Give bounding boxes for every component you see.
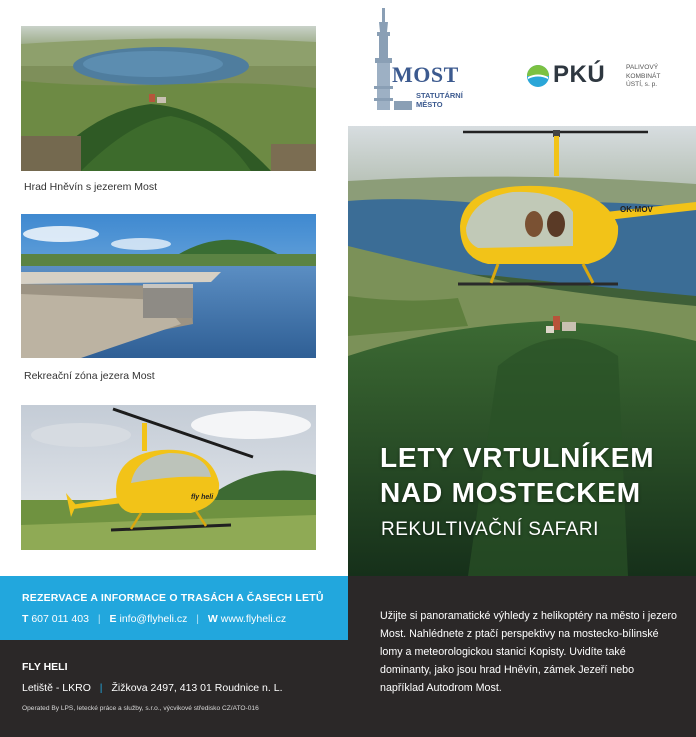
caption-lake-castle: Hrad Hněvín s jezerem Most: [24, 181, 158, 193]
contact-line: [22, 613, 348, 625]
hero-title: [380, 440, 654, 510]
airport: Letiště - LKRO: [22, 682, 91, 694]
hero-title-line2: NAD MOSTECKEM: [380, 477, 641, 508]
operator-note: Operated By LPS, letecké práce a služby, s.r.o., výcvikové středisko CZ/ATO-016: [22, 705, 259, 712]
street-address: Žižkova 2497, 413 01 Roudnice n. L.: [111, 682, 283, 694]
company-name: FLY HELI: [22, 661, 68, 673]
pku-logo-text: PKÚ: [553, 61, 606, 88]
phone-key: T: [22, 613, 29, 625]
description-text: Užijte si panoramatické výhledy z helikoptéry na město i jezero Most. Nahlédnete z ptačí perspektivy na mostecko-bílinské lomy a meteorologickou stanici Kopisty. Uvidíte také dominanty, jako jsou hrad Hněvín, zámek Jezeří nebo například Autodrom Most.: [380, 610, 678, 694]
separator: |: [99, 682, 103, 694]
email-key: E: [109, 613, 117, 625]
pku-logo-subtitle: PALIVOVÝ KOMBINÁT ÚSTÍ, s. p.: [626, 64, 661, 88]
pku-logo-icon: [526, 64, 550, 88]
hero-subtitle: REKULTIVAČNÍ SAFARI: [381, 519, 599, 540]
helicopter-tail-text: fly heli: [191, 494, 214, 501]
company-address-line: [22, 682, 348, 694]
caption-recreation-zone: Rekreační zóna jezera Most: [24, 370, 155, 382]
separator: |: [196, 613, 199, 625]
most-logo-subtitle: STATUTÁRNÍ MĚSTO: [416, 91, 463, 109]
most-logo-text: MOST: [392, 62, 459, 87]
description-band: [348, 576, 696, 737]
phone-number[interactable]: 607 011 403: [31, 613, 89, 625]
helicopter-registration: OK-MOV: [620, 205, 653, 214]
reservation-title: REZERVACE A INFORMACE O TRASÁCH A ČASECH LETŮ: [22, 592, 324, 604]
web-link[interactable]: www.flyheli.cz: [220, 613, 287, 625]
photo-lake-castle: [21, 26, 316, 171]
web-key: W: [207, 613, 218, 625]
separator: |: [97, 613, 101, 625]
company-band: [0, 640, 348, 737]
hero-title-line1: LETY VRTULNÍKEM: [380, 442, 655, 473]
email-link[interactable]: info@flyheli.cz: [119, 613, 188, 625]
photo-helicopter-landed: [21, 405, 316, 550]
reservation-band: [0, 576, 348, 640]
photo-recreation-zone: [21, 214, 316, 358]
